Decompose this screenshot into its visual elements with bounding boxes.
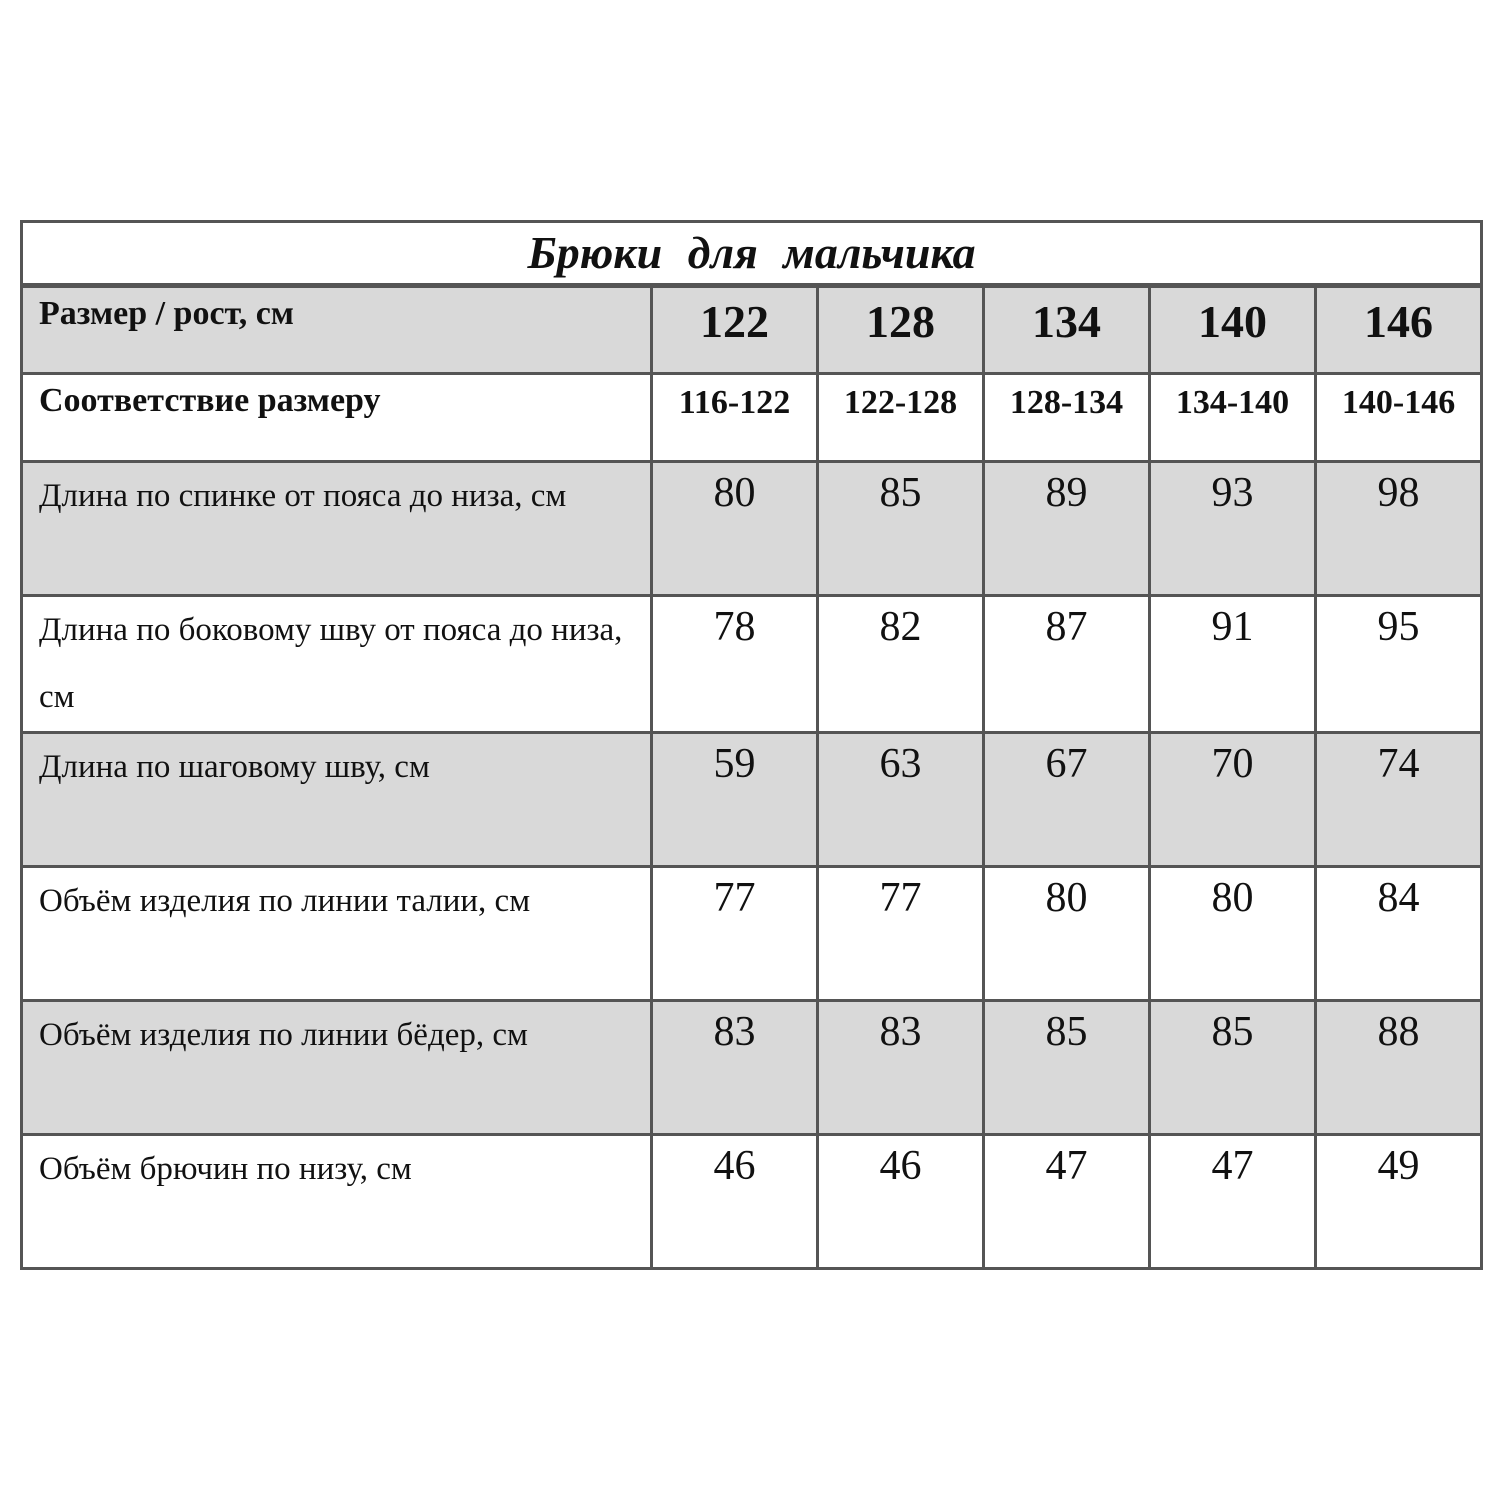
measurement-value: 80 — [652, 462, 818, 596]
table-row — [22, 1135, 1482, 1269]
measurement-value: 78 — [652, 596, 818, 733]
measurement-value: 85 — [818, 462, 984, 596]
measurement-value: 80 — [984, 867, 1150, 1001]
size-header-label: Размер / рост, см — [22, 286, 652, 374]
measurement-value: 80 — [1150, 867, 1316, 1001]
correspondence-cell: 140-146 — [1316, 374, 1482, 462]
size-table — [20, 220, 1483, 1270]
measurement-label: Объём изделия по линии бёдер, см — [22, 1001, 652, 1135]
size-header-cell: 146 — [1316, 286, 1482, 374]
size-header-cell: 122 — [652, 286, 818, 374]
measurement-value: 77 — [652, 867, 818, 1001]
measurement-value: 77 — [818, 867, 984, 1001]
correspondence-cell: 116-122 — [652, 374, 818, 462]
measurement-value: 46 — [652, 1135, 818, 1269]
measurement-label: Длина по боковому шву от пояса до низа, см — [22, 596, 652, 733]
table-row — [22, 462, 1482, 596]
correspondence-cell: 134-140 — [1150, 374, 1316, 462]
measurement-value: 83 — [652, 1001, 818, 1135]
correspondence-cell: 128-134 — [984, 374, 1150, 462]
size-header-row — [22, 286, 1482, 374]
correspondence-cell: 122-128 — [818, 374, 984, 462]
measurement-value: 59 — [652, 733, 818, 867]
measurement-value: 82 — [818, 596, 984, 733]
table-row — [22, 733, 1482, 867]
title-row — [22, 222, 1482, 286]
measurement-value: 85 — [1150, 1001, 1316, 1135]
measurement-value: 67 — [984, 733, 1150, 867]
table-title: Брюки для мальчика — [22, 222, 1482, 286]
measurement-label: Длина по спинке от пояса до низа, см — [22, 462, 652, 596]
measurement-value: 47 — [1150, 1135, 1316, 1269]
measurement-label: Объём изделия по линии талии, см — [22, 867, 652, 1001]
measurement-value: 98 — [1316, 462, 1482, 596]
measurement-label: Объём брючин по низу, см — [22, 1135, 652, 1269]
measurement-value: 89 — [984, 462, 1150, 596]
measurement-value: 46 — [818, 1135, 984, 1269]
size-header-cell: 140 — [1150, 286, 1316, 374]
measurement-value: 95 — [1316, 596, 1482, 733]
measurement-value: 93 — [1150, 462, 1316, 596]
table-row — [22, 596, 1482, 733]
measurement-value: 84 — [1316, 867, 1482, 1001]
measurement-value: 49 — [1316, 1135, 1482, 1269]
measurement-label: Длина по шаговому шву, см — [22, 733, 652, 867]
correspondence-label: Соответствие размеру — [22, 374, 652, 462]
measurement-value: 88 — [1316, 1001, 1482, 1135]
correspondence-row — [22, 374, 1482, 462]
measurement-value: 47 — [984, 1135, 1150, 1269]
measurement-value: 63 — [818, 733, 984, 867]
measurement-value: 87 — [984, 596, 1150, 733]
size-header-cell: 134 — [984, 286, 1150, 374]
measurement-value: 70 — [1150, 733, 1316, 867]
table-row — [22, 1001, 1482, 1135]
measurement-value: 74 — [1316, 733, 1482, 867]
measurement-value: 83 — [818, 1001, 984, 1135]
size-header-cell: 128 — [818, 286, 984, 374]
table-row — [22, 867, 1482, 1001]
measurement-value: 85 — [984, 1001, 1150, 1135]
measurement-value: 91 — [1150, 596, 1316, 733]
